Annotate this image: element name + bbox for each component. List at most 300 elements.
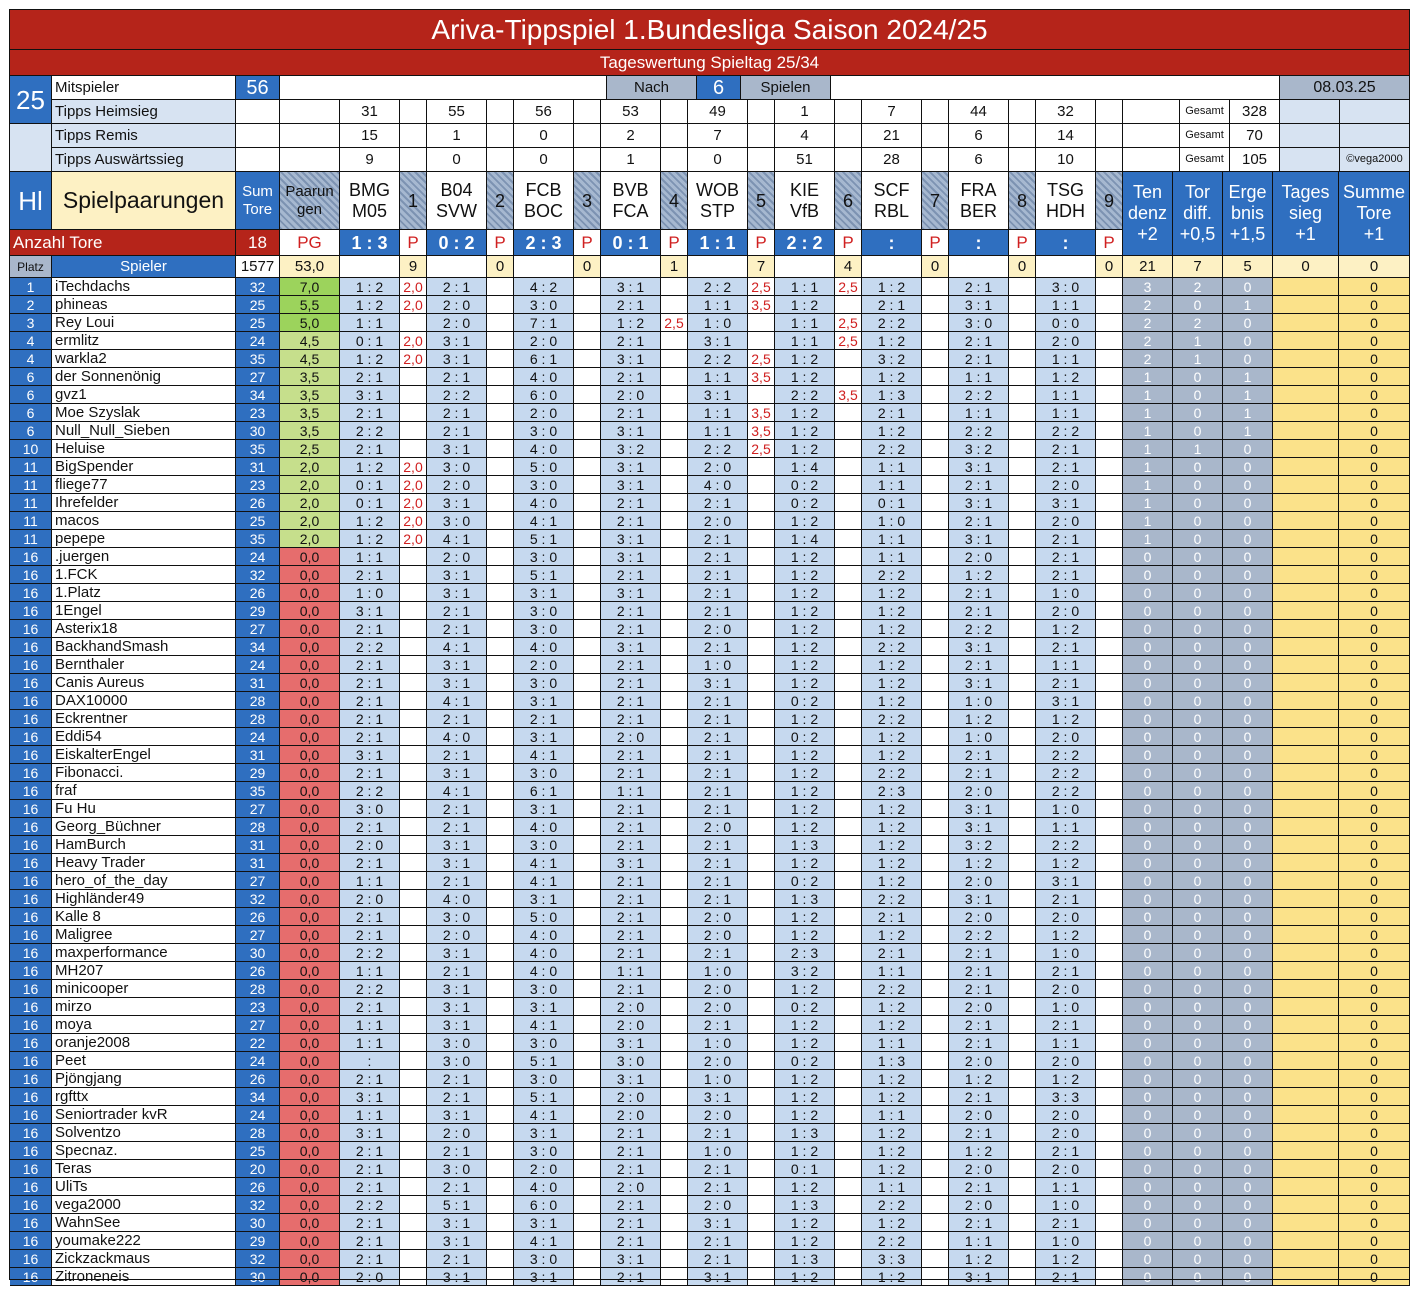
tipps-blank <box>922 148 949 172</box>
player-tip-points <box>400 944 427 962</box>
player-tip-points <box>574 1178 601 1196</box>
player-tip: 2 : 2 <box>775 386 835 404</box>
player-tagessieg <box>1273 440 1339 458</box>
player-tip-points <box>922 278 949 296</box>
player-tip-points <box>1096 764 1123 782</box>
summary-match-points: 0 <box>1096 256 1123 278</box>
player-ergebnis: 0 <box>1223 548 1273 566</box>
player-tip: 1 : 1 <box>340 314 400 332</box>
player-tip-points <box>922 890 949 908</box>
player-tip: 1 : 2 <box>1036 1070 1096 1088</box>
player-tip: 1 : 0 <box>688 656 748 674</box>
player-sum-goals: 29 <box>236 602 280 620</box>
player-tip-points <box>1096 782 1123 800</box>
player-tip-points <box>487 476 514 494</box>
player-points: 0,0 <box>280 1016 340 1034</box>
player-tip-points <box>1096 998 1123 1016</box>
summary-sum: 1577 <box>236 256 280 278</box>
player-tip: 2 : 2 <box>949 422 1009 440</box>
player-tip-points <box>487 1232 514 1250</box>
player-name: Highländer49 <box>52 890 236 908</box>
player-tip: 2 : 3 <box>862 782 922 800</box>
player-tip: 4 : 1 <box>514 854 574 872</box>
tipps-count: 14 <box>1036 124 1096 148</box>
tipps-blank <box>280 148 340 172</box>
player-tip-points <box>661 674 688 692</box>
player-tip: 3 : 0 <box>601 1052 661 1070</box>
player-tip-points <box>574 422 601 440</box>
summary-match-points: 0 <box>922 256 949 278</box>
player-tip: 2 : 1 <box>688 800 748 818</box>
player-tip: 2 : 0 <box>1036 908 1096 926</box>
player-tip: 3 : 1 <box>427 1232 487 1250</box>
player-tip-points <box>1009 962 1036 980</box>
player-tip-points <box>661 710 688 728</box>
player-tip: 2 : 2 <box>862 314 922 332</box>
player-tip: 1 : 1 <box>340 1016 400 1034</box>
player-tip-points <box>748 674 775 692</box>
player-tip-points <box>748 656 775 674</box>
player-ergebnis: 0 <box>1223 1178 1273 1196</box>
player-tip-points <box>835 836 862 854</box>
player-tip: 4 : 0 <box>514 494 574 512</box>
header-line: +1,5 <box>1229 223 1266 244</box>
player-tordiff: 0 <box>1173 800 1223 818</box>
player-tip-points <box>400 1016 427 1034</box>
player-tip-points <box>487 1142 514 1160</box>
player-summetore: 0 <box>1339 1124 1410 1142</box>
player-tip: 3 : 1 <box>601 584 661 602</box>
player-tip-points <box>574 1106 601 1124</box>
player-tip-points: 2,5 <box>661 314 688 332</box>
player-name: Bernthaler <box>52 656 236 674</box>
player-summetore: 0 <box>1339 710 1410 728</box>
player-tip: 1 : 2 <box>775 440 835 458</box>
player-tip-points <box>400 818 427 836</box>
player-tip-points <box>400 728 427 746</box>
player-tip: 2 : 2 <box>862 980 922 998</box>
player-tip-points <box>487 674 514 692</box>
player-tip-points <box>835 1088 862 1106</box>
player-ergebnis: 0 <box>1223 836 1273 854</box>
player-tip: 2 : 1 <box>688 854 748 872</box>
player-tordiff: 0 <box>1173 1142 1223 1160</box>
player-tip: 1 : 4 <box>775 530 835 548</box>
tipps-label: Tipps Auswärtssieg <box>52 148 236 172</box>
match-number: 3 <box>574 172 601 230</box>
player-tip: 2 : 1 <box>688 602 748 620</box>
player-tip: 2 : 2 <box>427 386 487 404</box>
player-tip-points <box>661 998 688 1016</box>
player-tip: 2 : 1 <box>949 1016 1009 1034</box>
player-tip-points <box>487 746 514 764</box>
player-tip: 2 : 1 <box>949 944 1009 962</box>
player-tip-points <box>922 314 949 332</box>
player-tip: 3 : 1 <box>514 1214 574 1232</box>
player-tip: 2 : 2 <box>688 350 748 368</box>
player-name: Fibonacci. <box>52 764 236 782</box>
player-tip-points <box>922 458 949 476</box>
player-points: 0,0 <box>280 782 340 800</box>
tipps-count: 6 <box>949 148 1009 172</box>
player-tip: 2 : 1 <box>601 926 661 944</box>
player-tagessieg <box>1273 368 1339 386</box>
player-tip-points <box>487 764 514 782</box>
player-tagessieg <box>1273 746 1339 764</box>
player-tip-points <box>1009 386 1036 404</box>
player-tip: 3 : 0 <box>427 908 487 926</box>
player-tip-points <box>574 836 601 854</box>
player-tip-points <box>1096 836 1123 854</box>
player-tip-points <box>487 818 514 836</box>
player-tip: 1 : 2 <box>949 566 1009 584</box>
player-tip-points <box>661 692 688 710</box>
tipps-count: 53 <box>601 100 661 124</box>
p-label: P <box>835 230 862 256</box>
player-tip: 3 : 1 <box>601 1034 661 1052</box>
header-line: M05 <box>351 200 387 221</box>
player-ergebnis: 0 <box>1223 638 1273 656</box>
player-tip-points: 2,0 <box>400 530 427 548</box>
tipps-count: 0 <box>514 124 574 148</box>
player-tip: 3 : 1 <box>949 494 1009 512</box>
player-tip-points <box>922 728 949 746</box>
player-tagessieg <box>1273 782 1339 800</box>
player-tip-points <box>835 638 862 656</box>
player-points: 0,0 <box>280 872 340 890</box>
player-name: Zitroneneis <box>52 1268 236 1286</box>
player-tip-points <box>400 1268 427 1286</box>
player-tip: 2 : 1 <box>949 332 1009 350</box>
player-tip: 2 : 1 <box>1036 638 1096 656</box>
player-tip-points <box>1009 908 1036 926</box>
player-sum-goals: 32 <box>236 566 280 584</box>
player-tip: 3 : 1 <box>1036 494 1096 512</box>
player-tip: 2 : 1 <box>688 1232 748 1250</box>
player-tip: 3 : 0 <box>427 458 487 476</box>
player-tip: 1 : 3 <box>775 890 835 908</box>
player-name: gvz1 <box>52 386 236 404</box>
player-summetore: 0 <box>1339 422 1410 440</box>
player-tip: 2 : 1 <box>601 1214 661 1232</box>
player-ergebnis: 0 <box>1223 1268 1273 1286</box>
player-tip: 1 : 1 <box>1036 350 1096 368</box>
player-sum-goals: 35 <box>236 530 280 548</box>
player-tip-points <box>400 926 427 944</box>
player-tip: 3 : 0 <box>427 1160 487 1178</box>
player-points: 0,0 <box>280 854 340 872</box>
player-tip-points <box>400 1178 427 1196</box>
player-tip-points <box>1096 1088 1123 1106</box>
info-blank <box>1340 124 1410 148</box>
player-points: 2,0 <box>280 476 340 494</box>
player-tip-points <box>1009 440 1036 458</box>
player-summetore: 0 <box>1339 746 1410 764</box>
player-tip: 1 : 2 <box>862 872 922 890</box>
player-tip-points <box>574 1268 601 1286</box>
player-sum-goals: 32 <box>236 278 280 296</box>
player-tip: 1 : 2 <box>340 278 400 296</box>
player-tip: 2 : 2 <box>1036 422 1096 440</box>
header-line: sieg <box>1288 203 1323 224</box>
player-summetore: 0 <box>1339 278 1410 296</box>
player-tip: 4 : 0 <box>514 638 574 656</box>
player-summetore: 0 <box>1339 386 1410 404</box>
player-tordiff: 0 <box>1173 1232 1223 1250</box>
player-tendenz: 0 <box>1123 692 1173 710</box>
player-tendenz: 1 <box>1123 458 1173 476</box>
player-rank: 16 <box>10 1196 52 1214</box>
player-tip-points <box>574 314 601 332</box>
tipps-count: 0 <box>427 148 487 172</box>
player-tip: 2 : 1 <box>601 404 661 422</box>
player-tip: 2 : 1 <box>340 1142 400 1160</box>
player-name: der Sonnenönig <box>52 368 236 386</box>
player-name: Rey Loui <box>52 314 236 332</box>
player-tip: 2 : 1 <box>949 764 1009 782</box>
player-tip-points <box>835 944 862 962</box>
player-tip-points <box>574 782 601 800</box>
player-rank: 16 <box>10 890 52 908</box>
player-tendenz: 0 <box>1123 800 1173 818</box>
player-rank: 16 <box>10 1214 52 1232</box>
player-tip: 3 : 1 <box>427 1268 487 1286</box>
player-tip: 2 : 1 <box>949 278 1009 296</box>
player-tip-points <box>1009 296 1036 314</box>
player-tip-points: 3,5 <box>748 368 775 386</box>
player-tip: 1 : 1 <box>862 476 922 494</box>
player-tagessieg <box>1273 332 1339 350</box>
player-name: MH207 <box>52 962 236 980</box>
player-tip-points <box>400 584 427 602</box>
player-tip-points <box>574 746 601 764</box>
player-tip-points <box>574 1196 601 1214</box>
player-tip-points: 2,0 <box>400 476 427 494</box>
player-tip: 2 : 1 <box>601 692 661 710</box>
player-tip: 2 : 1 <box>949 1178 1009 1196</box>
tipps-label: Tipps Remis <box>52 124 236 148</box>
player-tip: 2 : 1 <box>949 962 1009 980</box>
player-points: 2,0 <box>280 494 340 512</box>
player-tip: 2 : 0 <box>601 1088 661 1106</box>
player-tip: 1 : 1 <box>1036 404 1096 422</box>
player-tip-points <box>574 926 601 944</box>
player-tip: 3 : 1 <box>514 1268 574 1286</box>
player-tip: 2 : 1 <box>1036 1214 1096 1232</box>
tipps-blank <box>1123 124 1180 148</box>
player-tip-points <box>835 656 862 674</box>
tipps-blank <box>1009 124 1036 148</box>
tipps-count: 49 <box>688 100 748 124</box>
player-summetore: 0 <box>1339 1250 1410 1268</box>
player-tip-points <box>1096 746 1123 764</box>
player-tip: 4 : 1 <box>514 1016 574 1034</box>
player-tip-points <box>400 1232 427 1250</box>
player-tip: 3 : 1 <box>514 800 574 818</box>
summary-blank <box>1036 256 1096 278</box>
player-tip-points <box>1096 962 1123 980</box>
player-tip: 2 : 1 <box>601 602 661 620</box>
player-tip-points: 2,0 <box>400 278 427 296</box>
player-tip-points <box>487 530 514 548</box>
tipps-blank <box>661 124 688 148</box>
player-tip-points <box>574 1142 601 1160</box>
player-tip: 1 : 2 <box>949 854 1009 872</box>
player-tip-points: 2,5 <box>835 278 862 296</box>
player-summetore: 0 <box>1339 1088 1410 1106</box>
player-tip-points <box>1096 404 1123 422</box>
player-tip: 2 : 1 <box>601 746 661 764</box>
player-tip-points <box>748 332 775 350</box>
player-tip: 1 : 2 <box>340 458 400 476</box>
player-tagessieg <box>1273 1070 1339 1088</box>
header-line: diff. <box>1183 203 1212 224</box>
player-summetore: 0 <box>1339 998 1410 1016</box>
player-tip: 2 : 1 <box>688 530 748 548</box>
player-tip-points <box>922 1196 949 1214</box>
player-points: 0,0 <box>280 1196 340 1214</box>
player-sum-goals: 35 <box>236 782 280 800</box>
player-summetore: 0 <box>1339 1160 1410 1178</box>
player-tip: 1 : 1 <box>862 1106 922 1124</box>
p-label: P <box>661 230 688 256</box>
player-tendenz: 0 <box>1123 926 1173 944</box>
player-tip-points <box>574 1124 601 1142</box>
player-tip-points <box>574 296 601 314</box>
player-tendenz: 0 <box>1123 602 1173 620</box>
player-tip: 0 : 2 <box>775 1052 835 1070</box>
player-tip-points <box>922 566 949 584</box>
player-sum-goals: 26 <box>236 962 280 980</box>
player-tip-points <box>748 458 775 476</box>
summary-blank <box>949 256 1009 278</box>
player-sum-goals: 22 <box>236 1034 280 1052</box>
player-tip: 2 : 0 <box>688 620 748 638</box>
player-tip: 3 : 1 <box>514 998 574 1016</box>
player-tip-points <box>748 1160 775 1178</box>
player-tip-points <box>661 1160 688 1178</box>
summary-blank <box>601 256 661 278</box>
spielpaarungen-label: Spielpaarungen <box>52 172 236 230</box>
summary-match-points: 0 <box>487 256 514 278</box>
player-tip: 2 : 0 <box>688 908 748 926</box>
player-tip: 2 : 1 <box>601 1232 661 1250</box>
player-points: 0,0 <box>280 944 340 962</box>
player-tip: 2 : 1 <box>688 692 748 710</box>
player-tip-points <box>661 908 688 926</box>
tipps-blank <box>661 100 688 124</box>
player-tip: 1 : 1 <box>1036 656 1096 674</box>
player-tip: 4 : 0 <box>688 476 748 494</box>
player-tip: 1 : 2 <box>949 710 1009 728</box>
tipps-count: 0 <box>514 148 574 172</box>
player-sum-goals: 28 <box>236 710 280 728</box>
header-line: FCB <box>525 179 562 200</box>
player-name: Seniortrader kvR <box>52 1106 236 1124</box>
player-tip-points <box>1096 1070 1123 1088</box>
player-ergebnis: 0 <box>1223 278 1273 296</box>
player-ergebnis: 0 <box>1223 764 1273 782</box>
player-tip: 5 : 1 <box>514 530 574 548</box>
player-tendenz: 1 <box>1123 386 1173 404</box>
player-tip-points <box>835 584 862 602</box>
player-tip-points <box>1009 548 1036 566</box>
player-tip-points <box>661 980 688 998</box>
player-summetore: 0 <box>1339 836 1410 854</box>
player-tip-points <box>487 314 514 332</box>
player-ergebnis: 1 <box>1223 422 1273 440</box>
player-tip: 3 : 1 <box>427 1016 487 1034</box>
header-line: Summe <box>1342 182 1405 203</box>
player-tip-points <box>748 1034 775 1052</box>
player-tip-points <box>922 584 949 602</box>
player-rank: 1 <box>10 278 52 296</box>
player-points: 0,0 <box>280 962 340 980</box>
player-rank: 16 <box>10 674 52 692</box>
player-ergebnis: 0 <box>1223 566 1273 584</box>
player-tip-points <box>748 1232 775 1250</box>
gesamt-value: 70 <box>1230 124 1280 148</box>
player-tip-points: 2,0 <box>400 296 427 314</box>
player-tip-points: 2,0 <box>400 494 427 512</box>
player-sum-goals: 24 <box>236 1106 280 1124</box>
player-tip: 2 : 1 <box>601 566 661 584</box>
player-tip-points: 2,5 <box>748 350 775 368</box>
player-tagessieg <box>1273 656 1339 674</box>
player-tip-points <box>1009 530 1036 548</box>
player-tagessieg <box>1273 1160 1339 1178</box>
player-tordiff: 0 <box>1173 566 1223 584</box>
player-tip-points <box>748 494 775 512</box>
player-tordiff: 0 <box>1173 1124 1223 1142</box>
player-tip: 2 : 1 <box>601 332 661 350</box>
player-tagessieg <box>1273 818 1339 836</box>
player-tip-points <box>661 494 688 512</box>
player-tip-points <box>574 638 601 656</box>
player-tip-points <box>1009 422 1036 440</box>
player-tordiff: 0 <box>1173 422 1223 440</box>
player-sum-goals: 28 <box>236 980 280 998</box>
player-tip-points <box>574 530 601 548</box>
player-tip: 2 : 2 <box>862 1196 922 1214</box>
player-tip: 1 : 1 <box>862 530 922 548</box>
player-ergebnis: 0 <box>1223 314 1273 332</box>
player-tip: 3 : 1 <box>949 674 1009 692</box>
player-tip-points <box>1096 476 1123 494</box>
player-tip: 2 : 1 <box>688 728 748 746</box>
player-tordiff: 0 <box>1173 890 1223 908</box>
player-tip: 4 : 0 <box>427 728 487 746</box>
player-tip-points <box>922 368 949 386</box>
player-name: oranje2008 <box>52 1034 236 1052</box>
player-tordiff: 0 <box>1173 998 1223 1016</box>
player-ergebnis: 0 <box>1223 1250 1273 1268</box>
player-tip-points <box>1009 1016 1036 1034</box>
player-tip: 3 : 0 <box>514 548 574 566</box>
player-tip-points <box>487 728 514 746</box>
player-tip: 1 : 0 <box>688 314 748 332</box>
player-tip: 1 : 2 <box>775 548 835 566</box>
player-name: Eckrentner <box>52 710 236 728</box>
player-name: UliTs <box>52 1178 236 1196</box>
player-tip-points <box>835 566 862 584</box>
player-tip: 3 : 0 <box>514 836 574 854</box>
player-tip: 2 : 0 <box>514 656 574 674</box>
player-summetore: 0 <box>1339 1196 1410 1214</box>
player-tip-points <box>1096 1106 1123 1124</box>
player-tip-points <box>400 422 427 440</box>
player-points: 0,0 <box>280 908 340 926</box>
